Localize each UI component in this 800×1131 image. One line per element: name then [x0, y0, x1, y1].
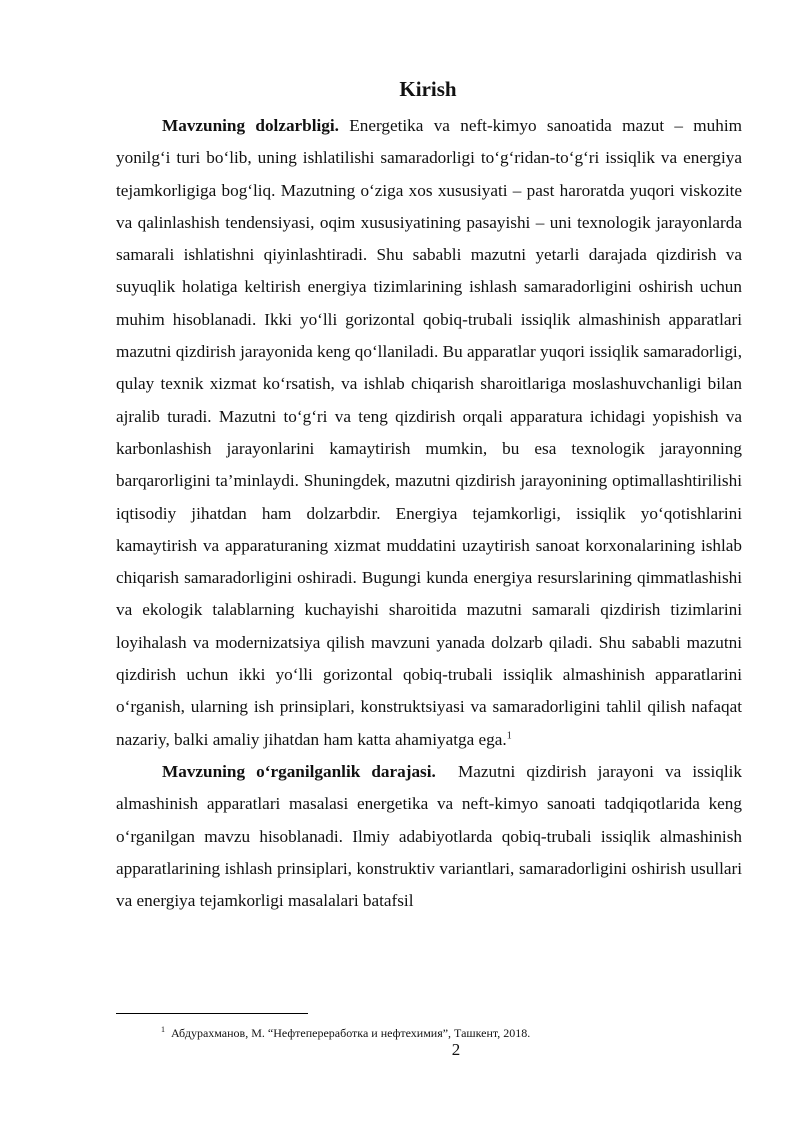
footnote-mark: 1 — [161, 1025, 165, 1034]
section-title: Kirish — [399, 77, 457, 101]
paragraph-lead-study-degree: Mavzuning o‘rganilganlik darajasi. — [162, 761, 436, 781]
page-number: 2 — [451, 1040, 461, 1059]
paragraph-relevance — [116, 110, 742, 756]
paragraph-text-relevance: Energetika va neft-kimyo sanoatida mazut – muhim yonilg‘i turi bo‘lib, uning ishlatilishi samaradorligi to‘g‘ridan-to‘g‘ri issiqlik va energiya tejamkorligiga bog‘liq. Mazutning o‘ziga xos xususiyati – past haroratda yuqori viskozite va qalinlashish tendensiyasi, oqim xususiyatining pasayishi – uni texnologik jarayonlarda samarali ishlatishni qiyinlashtiradi. Shu sababli mazutni yetarli darajada qizdirish va suyuqlik holatiga keltirish energiya tizimlarining ishlash samaradorligini oshirish uchun muhim hisoblanadi. Ikki yo‘lli gorizontal qobiq-trubali issiqlik almashinish apparatlari mazutni qizdirish jarayonida keng qo‘llaniladi. Bu apparatlar yuqori issiqlik samaradorligi, qulay texnik xizmat ko‘rsatish, va ishlab chiqarish sharoitlariga moslashuvchanligi bilan ajralib turadi. Mazutni to‘g‘ri va teng qizdirish orqali apparatura ichidagi yopishish va karbonlashish jarayonlarini kamaytirish mumkin, bu esa texnologik jarayonning barqarorligini ta’minlaydi. Shuningdek, mazutni qizdirish jarayonining optimallashtirilishi iqtisodiy jihatdan ham dolzarbdir. Energiya tejamkorligi, issiqlik yo‘qotishlarini kamaytirish va apparaturaning xizmat muddatini uzaytirish sanoat korxonalarining ishlab chiqarish samaradorligini oshiradi. Bugungi kunda energiya resurslarining qimmatlashishi va ekologik talablarning kuchayishi sharoitida mazutni samarali qizdirish tizimlarini loyihalash va modernizatsiya qilish mavzuni yanada dolzarb qiladi. Shu sababli mazutni qizdirish uchun ikki yo‘lli gorizontal qobiq-trubali issiqlik almashinish apparatlarini o‘rganish, ularning ish prinsiplari, konstruktsiyasi va samaradorligini tahlil qilish nafaqat nazariy, balki amaliy jihatdan ham katta ahamiyatga ega. — [116, 116, 743, 749]
paragraph-lead-relevance: Mavzuning dolzarbligi. — [162, 116, 339, 135]
body-text — [116, 110, 747, 917]
footnote — [161, 1022, 530, 1041]
paragraph-text-study-degree: Mazutni qizdirish jarayoni va issiqlik almashinish apparatlari masalasi energetika va neft-kimyo sanoati tadqiqotlarida keng o‘rganilgan mavzu hisoblanadi. Ilmiy adabiyotlarda qobiq-trubali issiqlik almashinish apparatlarining ishlash prinsiplari, konstruktiv variantlari, samaradorligini oshirish usullari va energiya tejamkorligi masalalari batafsil — [116, 761, 747, 911]
footnote-separator — [116, 1013, 308, 1014]
footnote-reference[interactable]: 1 — [506, 729, 512, 741]
footnote-text: Абдурахманов, М. “Нефтепереработка и нефтехимия”, Ташкент, 2018. — [171, 1026, 531, 1040]
paragraph-study-degree — [116, 756, 747, 917]
